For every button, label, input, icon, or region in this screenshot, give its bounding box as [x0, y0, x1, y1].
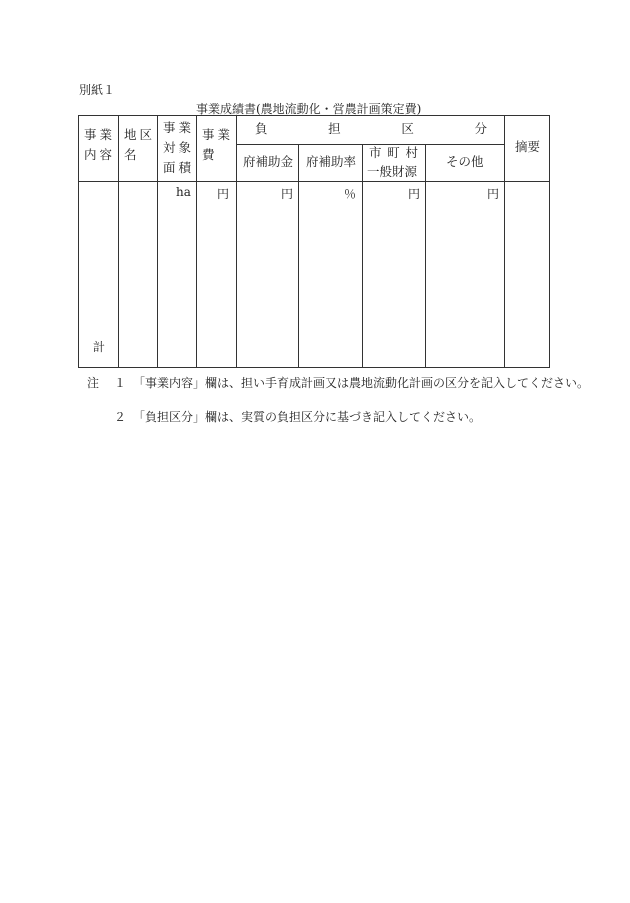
attachment-label: 別紙１	[79, 83, 116, 97]
unit-cost: 円	[217, 187, 230, 201]
header-fu-hojoritsu: 府補助率	[306, 154, 357, 169]
header-jigyohi-line1: 事業	[202, 127, 230, 142]
header-jigyohi-line2: 費	[202, 147, 215, 162]
document-title: 事業成績書(農地流動化・営農計画策定費)	[196, 102, 422, 116]
note-number: １	[114, 376, 127, 390]
header-jigyo-naiyo-line2: 内容	[84, 147, 112, 162]
header-sonota: その他	[446, 154, 484, 169]
notes-label: 注	[87, 376, 100, 390]
header-taisho-line3: 面積	[163, 160, 191, 175]
note-text: 「事業内容」欄は、担い手育成計画又は農地流動化計画の区分を記入してください。	[133, 376, 590, 390]
header-chiku-line1: 地区	[124, 127, 152, 142]
header-fu-hojokin: 府補助金	[243, 154, 294, 169]
unit-other: 円	[487, 187, 500, 201]
unit-rate: ％	[344, 187, 357, 201]
header-taisho-line1: 事業	[163, 120, 191, 135]
header-tekiyo: 摘要	[515, 139, 541, 154]
note-number: ２	[114, 410, 127, 424]
note-text: 「負担区分」欄は、実質の負担区分に基づき記入してください。	[133, 410, 482, 424]
unit-subsidy: 円	[281, 187, 294, 201]
header-shichoson-line2: 一般財源	[367, 164, 418, 179]
total-label: 計	[93, 340, 106, 354]
header-shichoson-line1: 市町村	[369, 145, 418, 160]
header-jigyo-naiyo-line1: 事業	[84, 127, 112, 142]
header-taisho-line2: 対象	[163, 140, 191, 155]
unit-area: ha	[176, 185, 191, 199]
unit-municipal: 円	[408, 187, 421, 201]
header-chiku-line2: 名	[124, 147, 137, 162]
header-futan-kubun: 負担区分	[255, 121, 487, 136]
